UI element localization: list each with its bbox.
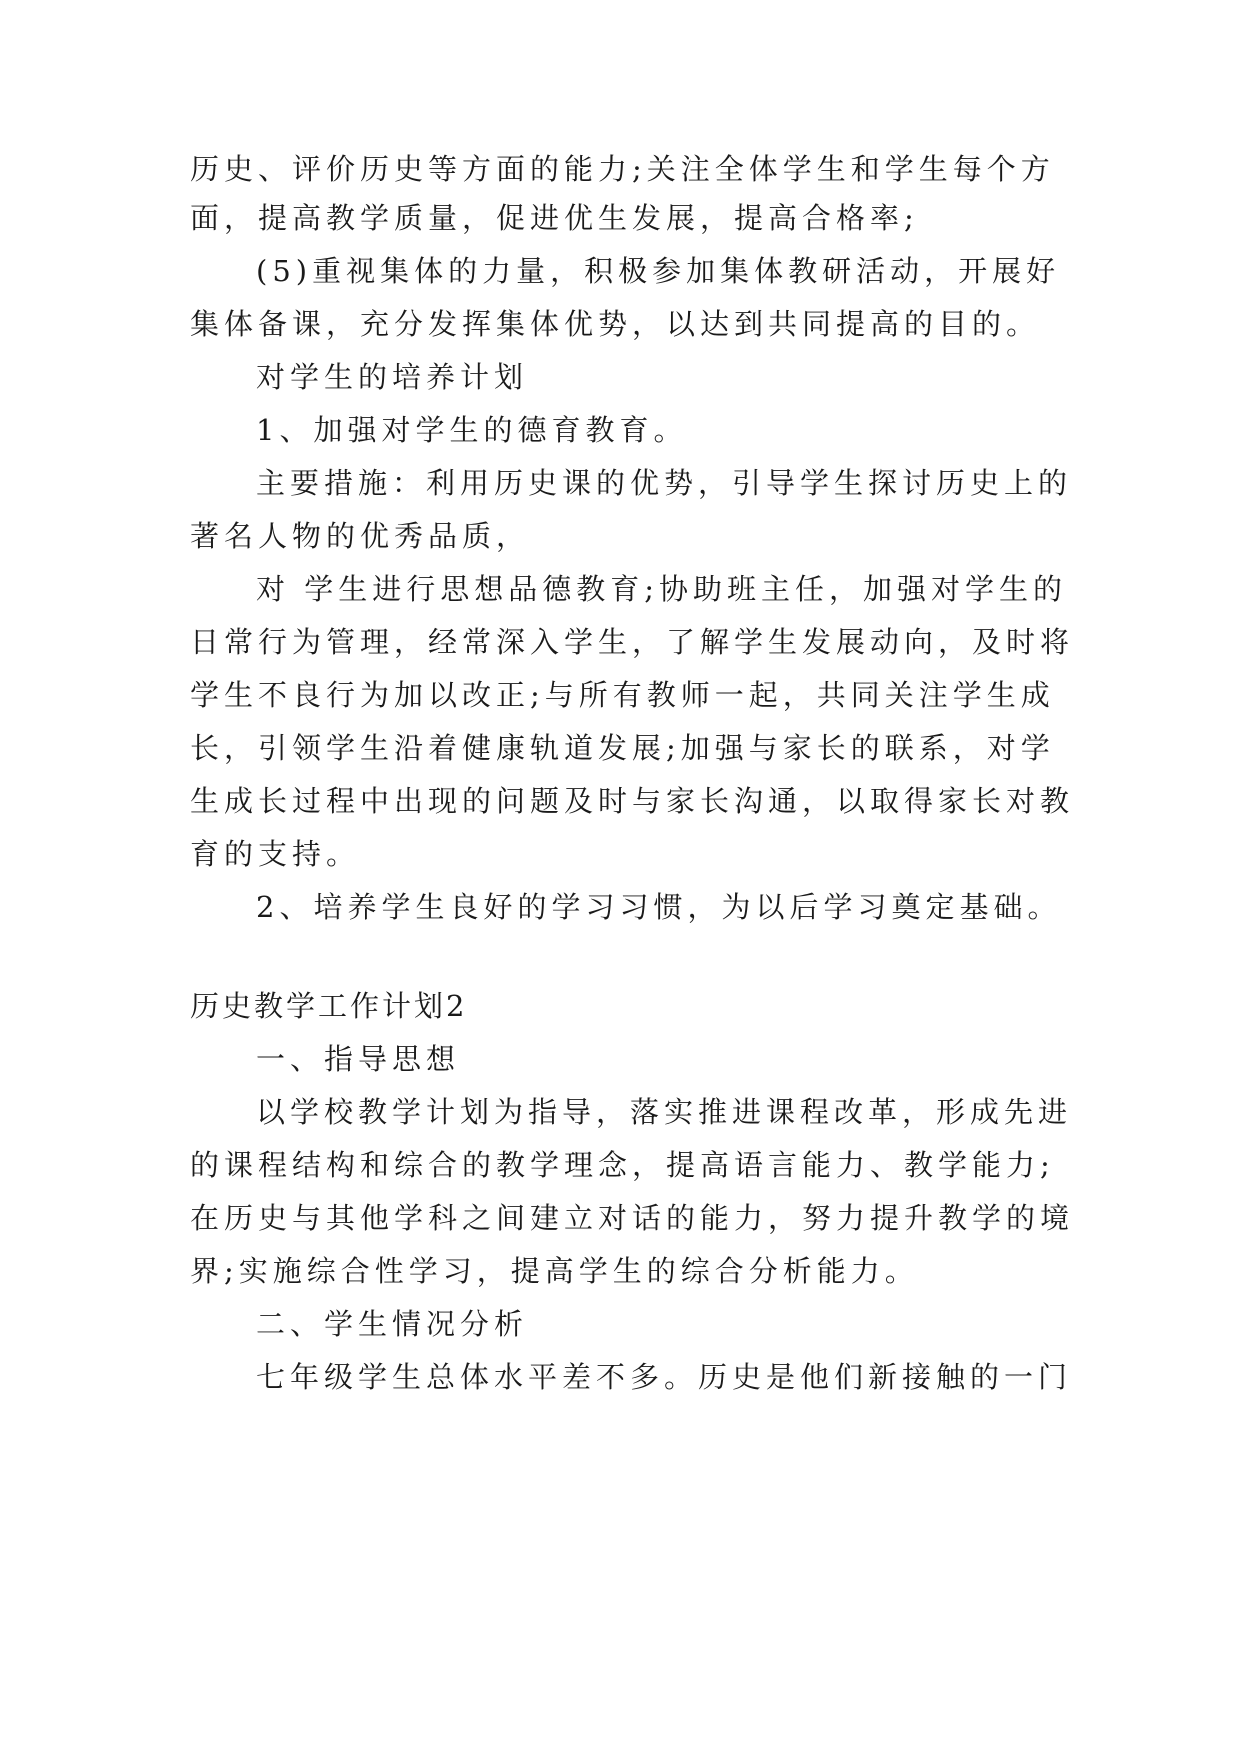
text-line: 著名人物的优秀品质， <box>190 519 531 553</box>
text-line: 育的支持。 <box>190 837 361 871</box>
text-line: 的课程结构和综合的教学理念，提高语言能力、教学能力; <box>190 1148 1055 1182</box>
text-line: 面，提高教学质量，促进优生发展，提高合格率; <box>190 201 919 235</box>
text-line: 界;实施综合性学习，提高学生的综合分析能力。 <box>190 1254 919 1288</box>
text-line: 长，引领学生沿着健康轨道发展;加强与家长的联系，对学 <box>190 731 1055 765</box>
text-line: 以学校教学计划为指导，落实推进课程改革，形成先进 <box>256 1095 1073 1129</box>
text-line: 主要措施：利用历史课的优势，引导学生探讨历史上的 <box>256 466 1073 500</box>
document-title: 历史教学工作计划2 <box>190 989 468 1023</box>
section-heading: 二、学生情况分析 <box>256 1307 529 1341</box>
text-line: 2、培养学生良好的学习习惯，为以后学习奠定基础。 <box>256 890 1062 924</box>
text-line: 在历史与其他学科之间建立对话的能力，努力提升教学的境 <box>190 1201 1075 1235</box>
text-line: 对 学生进行思想品德教育;协助班主任，加强对学生的 <box>256 572 1067 606</box>
text-line: 1、加强对学生的德育教育。 <box>256 413 688 447</box>
text-line: 生成长过程中出现的问题及时与家长沟通，以取得家长对教 <box>190 784 1075 818</box>
text-line: 日常行为管理，经常深入学生，了解学生发展动向，及时将 <box>190 625 1075 659</box>
text-line: 学生不良行为加以改正;与所有教师一起，共同关注学生成 <box>190 678 1055 712</box>
text-line: 集体备课，充分发挥集体优势，以达到共同提高的目的。 <box>190 307 1041 341</box>
text-line: (5)重视集体的力量，积极参加集体教研活动，开展好 <box>256 254 1061 288</box>
text-line: 七年级学生总体水平差不多。历史是他们新接触的一门 <box>256 1360 1073 1394</box>
text-line: 历史、评价历史等方面的能力;关注全体学生和学生每个方 <box>190 152 1055 186</box>
section-heading: 一、指导思想 <box>256 1042 461 1076</box>
section-heading: 对学生的培养计划 <box>256 360 529 394</box>
